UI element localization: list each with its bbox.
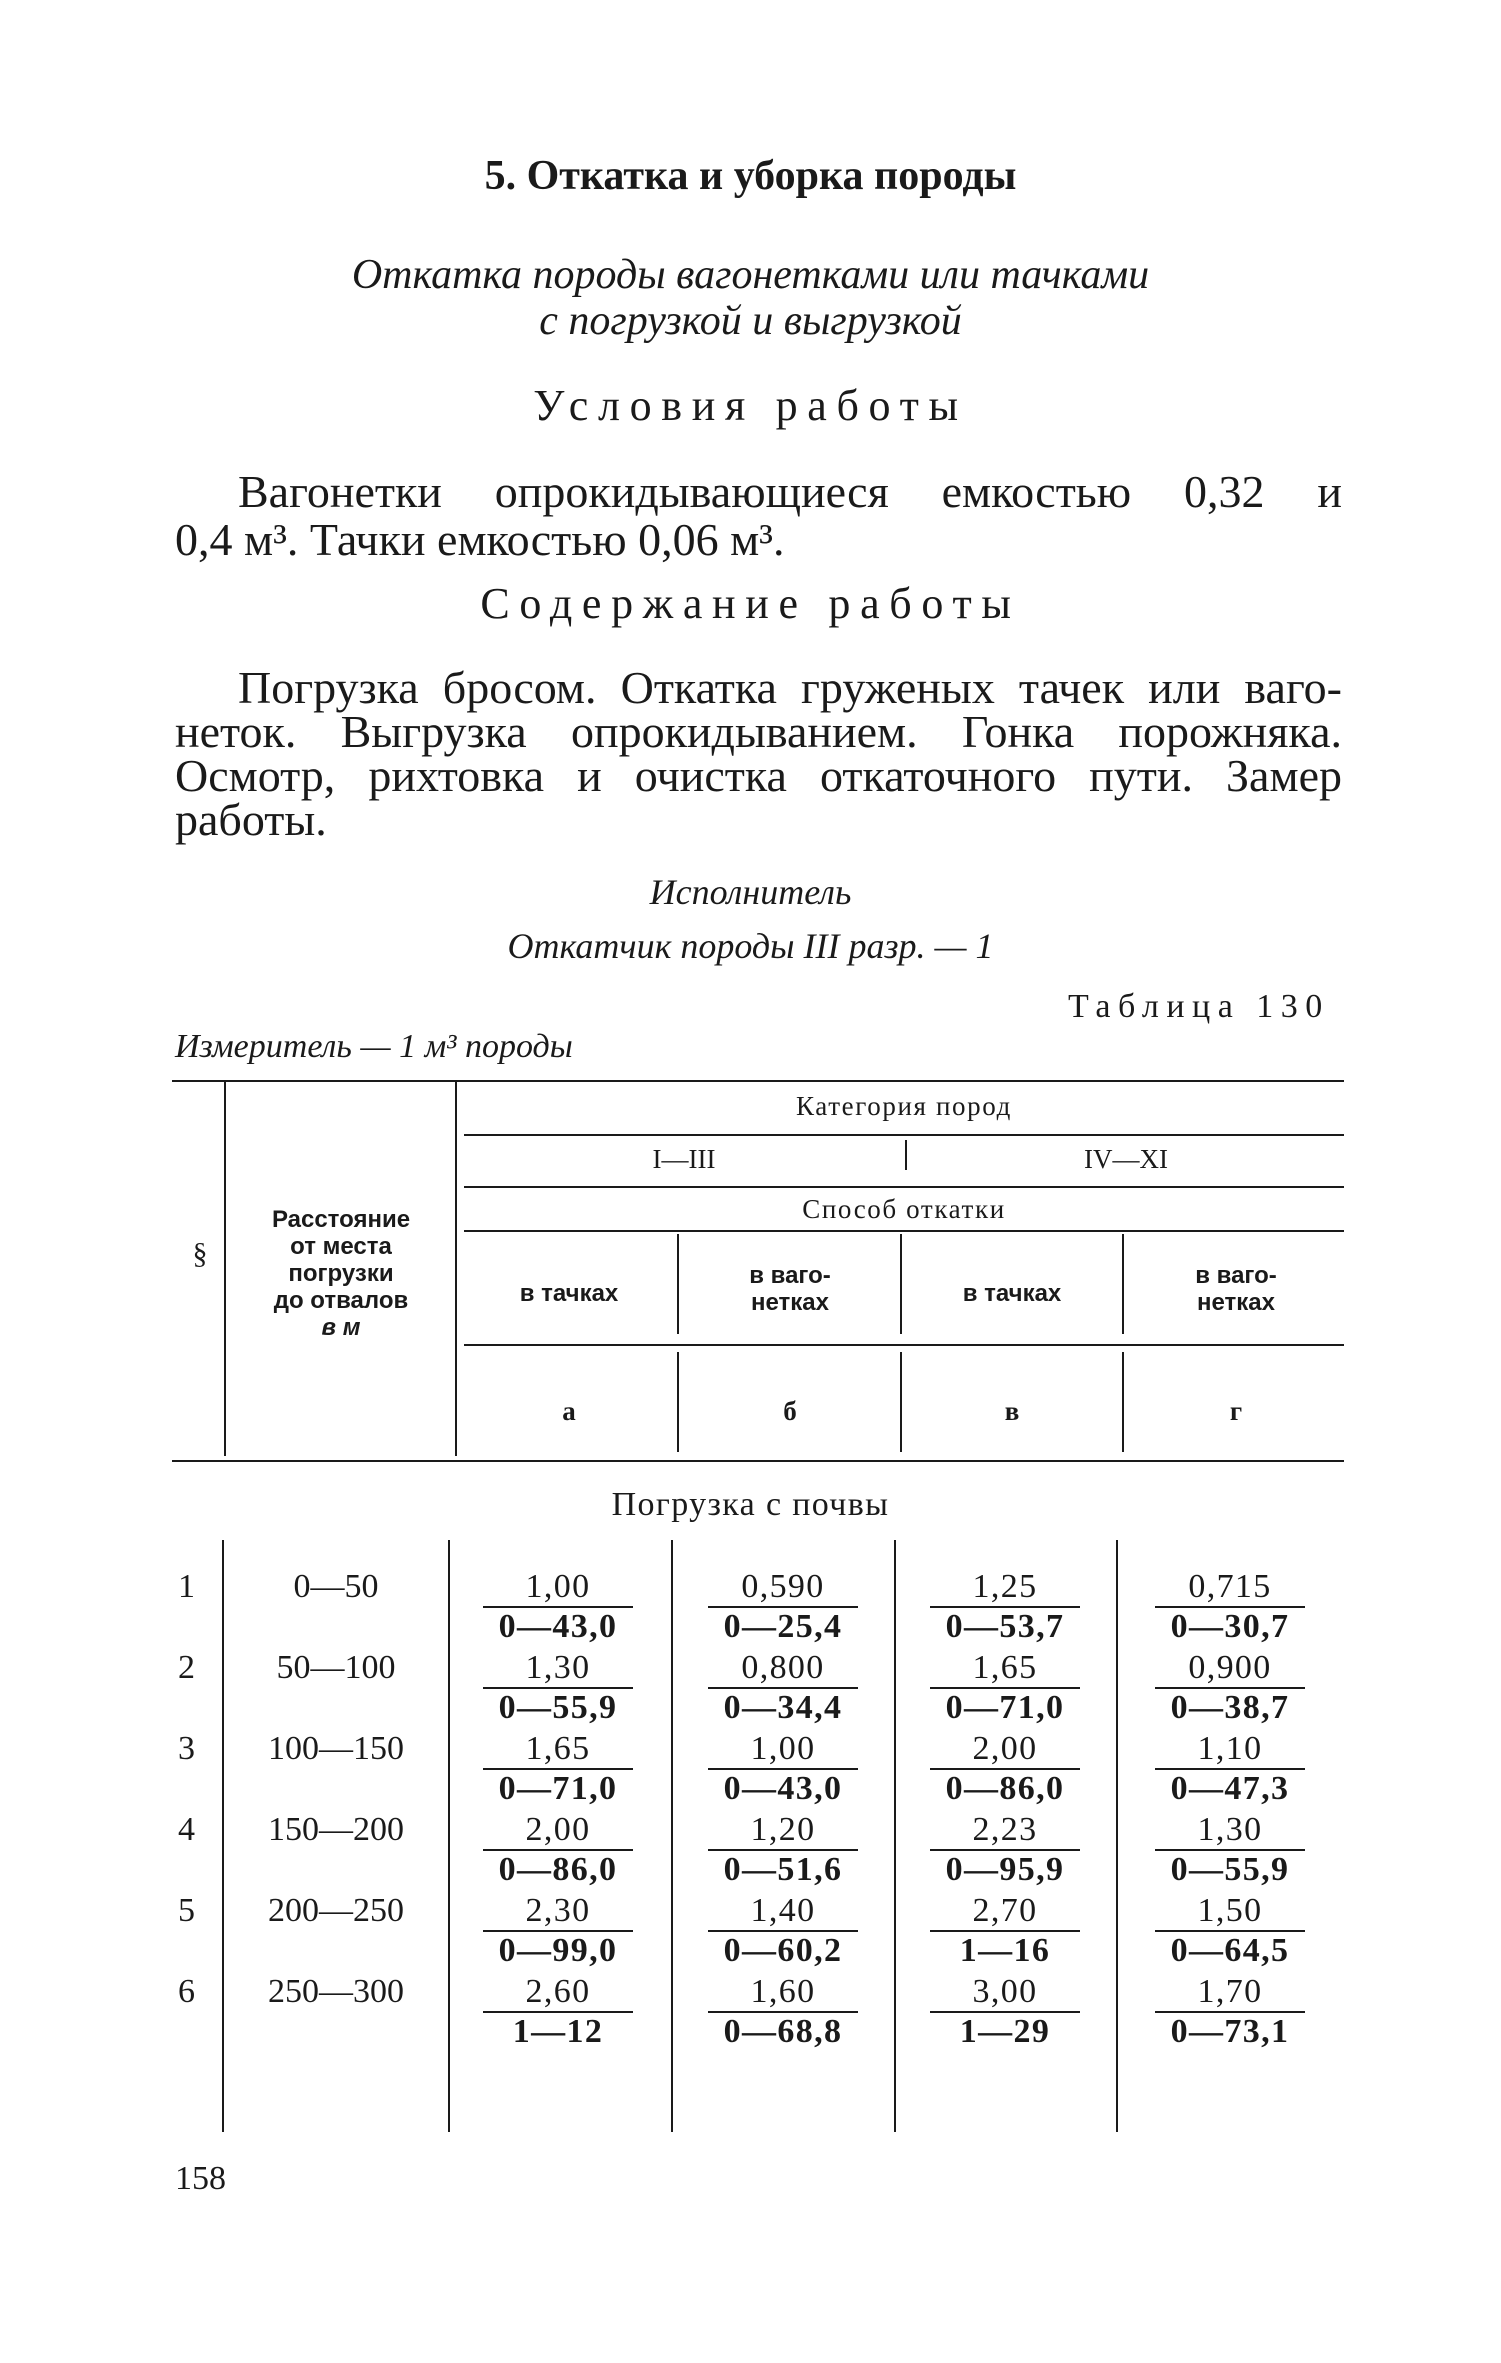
norm-price: 0—68,8 xyxy=(723,2013,843,2050)
distance-header-line-1: Расстояние xyxy=(271,1206,411,1233)
content-line-4: работы. xyxy=(175,794,327,845)
norm-price: 0—55,9 xyxy=(498,1689,618,1726)
method-col-b-line-1: в ваго- xyxy=(749,1262,831,1289)
norm-cell xyxy=(708,1651,858,1725)
cat-group-1: I—III xyxy=(652,1144,716,1174)
row-number: 2 xyxy=(178,1649,195,1686)
norm-time: 2,00 xyxy=(483,1813,633,1851)
norm-cell xyxy=(1155,1813,1305,1887)
distance-header-line-2: от места xyxy=(290,1233,392,1260)
section-title: 5. Откатка и уборка породы xyxy=(484,153,1017,199)
norm-cell xyxy=(930,1813,1080,1887)
method-divider-3 xyxy=(1122,1234,1124,1334)
norm-time: 1,00 xyxy=(483,1570,633,1608)
method-col-b xyxy=(682,1262,898,1316)
norm-time: 1,20 xyxy=(708,1813,858,1851)
method-divider-1 xyxy=(677,1234,679,1334)
norm-time: 2,23 xyxy=(930,1813,1080,1851)
letter-a: а xyxy=(562,1396,576,1426)
norm-cell xyxy=(930,1651,1080,1725)
norm-price: 1—12 xyxy=(512,2013,604,2050)
header-bottom-rule xyxy=(172,1460,1344,1462)
content-heading: Содержание работы xyxy=(480,579,1021,628)
row-distance: 0—50 xyxy=(293,1568,379,1605)
body-vline-2 xyxy=(448,1540,450,2132)
content-line-1: Погрузка бросом. Откатка груженых тачек или ваго- xyxy=(238,662,1342,713)
norm-time: 2,70 xyxy=(930,1894,1080,1932)
norm-time: 1,00 xyxy=(708,1732,858,1770)
row-number: 1 xyxy=(178,1568,195,1605)
letter-divider-1 xyxy=(677,1352,679,1452)
norm-cell xyxy=(708,1813,858,1887)
letters-rule xyxy=(464,1344,1344,1346)
letter-d: г xyxy=(1229,1396,1243,1426)
norm-time: 1,30 xyxy=(1155,1813,1305,1851)
norm-price: 0—73,1 xyxy=(1170,2013,1290,2050)
norm-cell xyxy=(930,1894,1080,1968)
row-number: 4 xyxy=(178,1811,195,1848)
executor-heading: Исполнитель xyxy=(649,872,852,912)
norm-price: 0—64,5 xyxy=(1170,1932,1290,1969)
norm-price: 0—86,0 xyxy=(945,1770,1065,1807)
norm-time: 0,800 xyxy=(708,1651,858,1689)
body-vline-4 xyxy=(894,1540,896,2132)
letter-b: б xyxy=(783,1396,797,1426)
distance-header-line-5: в м xyxy=(321,1314,361,1341)
group-title: Погрузка с почвы xyxy=(611,1486,890,1523)
norm-cell xyxy=(1155,1651,1305,1725)
table-vline-1 xyxy=(224,1082,226,1456)
norm-cell xyxy=(930,1975,1080,2049)
row-distance: 250—300 xyxy=(268,1973,404,2010)
norm-cell xyxy=(930,1570,1080,1644)
norm-price: 0—51,6 xyxy=(723,1851,843,1888)
norm-time: 1,10 xyxy=(1155,1732,1305,1770)
norm-time: 1,65 xyxy=(930,1651,1080,1689)
conditions-text-line-2: 0,4 м³. Тачки емкостью 0,06 м³. xyxy=(175,514,785,565)
row-number: 5 xyxy=(178,1892,195,1929)
norm-price: 1—29 xyxy=(959,2013,1051,2050)
norm-time: 1,60 xyxy=(708,1975,858,2013)
norm-price: 0—30,7 xyxy=(1170,1608,1290,1645)
measure-unit: Измеритель — 1 м³ породы xyxy=(175,1028,573,1065)
content-line-3: Осмотр, рихтовка и очистка откаточного пути. Замер xyxy=(175,750,1342,801)
norm-cell xyxy=(483,1570,633,1644)
table-label: Таблица 130 xyxy=(1068,988,1330,1025)
distance-header xyxy=(236,1206,446,1341)
norm-time: 1,70 xyxy=(1155,1975,1305,2013)
body-vline-3 xyxy=(671,1540,673,2132)
norm-cell xyxy=(930,1732,1080,1806)
norm-price: 0—53,7 xyxy=(945,1608,1065,1645)
method-rule xyxy=(464,1230,1344,1232)
letter-divider-3 xyxy=(1122,1352,1124,1452)
norm-price: 0—55,9 xyxy=(1170,1851,1290,1888)
norm-cell xyxy=(708,1732,858,1806)
row-distance: 200—250 xyxy=(268,1892,404,1929)
norm-cell xyxy=(1155,1732,1305,1806)
norm-time: 2,00 xyxy=(930,1732,1080,1770)
row-number: 6 xyxy=(178,1973,195,2010)
subtitle-line-2: с погрузкой и выгрузкой xyxy=(539,298,962,344)
norm-time: 2,60 xyxy=(483,1975,633,2013)
norm-cell xyxy=(708,1570,858,1644)
norm-cell xyxy=(483,1651,633,1725)
norm-time: 1,40 xyxy=(708,1894,858,1932)
norm-price: 0—43,0 xyxy=(723,1770,843,1807)
table-top-rule xyxy=(172,1080,1344,1082)
row-distance: 100—150 xyxy=(268,1730,404,1767)
method-col-b-line-2: нетках xyxy=(751,1289,829,1316)
norm-price: 0—99,0 xyxy=(498,1932,618,1969)
norm-cell xyxy=(1155,1894,1305,1968)
method-col-a: в тачках xyxy=(519,1280,619,1307)
norm-price: 0—60,2 xyxy=(723,1932,843,1969)
norm-time: 2,30 xyxy=(483,1894,633,1932)
letter-c: в xyxy=(1004,1396,1020,1426)
norm-time: 0,590 xyxy=(708,1570,858,1608)
norm-price: 1—16 xyxy=(959,1932,1051,1969)
distance-header-line-4: до отвалов xyxy=(273,1287,409,1314)
subtitle-line-1: Откатка породы вагонетками или тачками xyxy=(351,252,1150,298)
distance-header-line-3: погрузки xyxy=(288,1260,394,1287)
body-vline-5 xyxy=(1116,1540,1118,2132)
conditions-heading: Условия работы xyxy=(533,381,968,430)
norm-cell xyxy=(483,1813,633,1887)
norm-cell xyxy=(708,1975,858,2049)
norm-time: 3,00 xyxy=(930,1975,1080,2013)
norm-price: 0—34,4 xyxy=(723,1689,843,1726)
norm-time: 1,65 xyxy=(483,1732,633,1770)
norm-time: 1,50 xyxy=(1155,1894,1305,1932)
norm-price: 0—71,0 xyxy=(498,1770,618,1807)
letter-divider-2 xyxy=(900,1352,902,1452)
cat-group-2: IV—XI xyxy=(1084,1144,1168,1174)
norm-price: 0—71,0 xyxy=(945,1689,1065,1726)
norm-time: 0,715 xyxy=(1155,1570,1305,1608)
norm-price: 0—38,7 xyxy=(1170,1689,1290,1726)
row-distance: 50—100 xyxy=(276,1649,396,1686)
page-number: 158 xyxy=(175,2160,226,2197)
table-vline-2 xyxy=(455,1082,457,1456)
norm-cell xyxy=(1155,1975,1305,2049)
method-col-d xyxy=(1127,1262,1345,1316)
norm-cell xyxy=(483,1894,633,1968)
executor-value: Откатчик породы III разр. — 1 xyxy=(507,926,994,966)
category-rule xyxy=(464,1134,1344,1136)
method-col-d-line-2: нетках xyxy=(1197,1289,1275,1316)
norm-price: 0—47,3 xyxy=(1170,1770,1290,1807)
method-col-d-line-1: в ваго- xyxy=(1195,1262,1277,1289)
norm-price: 0—25,4 xyxy=(723,1608,843,1645)
norm-price: 0—43,0 xyxy=(498,1608,618,1645)
cat-group-rule xyxy=(464,1186,1344,1188)
method-col-c: в тачках xyxy=(962,1280,1062,1307)
method-header: Способ откатки xyxy=(802,1194,1006,1224)
row-distance: 150—200 xyxy=(268,1811,404,1848)
row-number: 3 xyxy=(178,1730,195,1767)
norm-price: 0—86,0 xyxy=(498,1851,618,1888)
category-header: Категория пород xyxy=(796,1091,1012,1121)
norm-price: 0—95,9 xyxy=(945,1851,1065,1888)
norm-cell xyxy=(483,1975,633,2049)
norm-cell xyxy=(708,1894,858,1968)
norm-cell xyxy=(1155,1570,1305,1644)
norm-time: 0,900 xyxy=(1155,1651,1305,1689)
content-line-2: неток. Выгрузка опрокидыванием. Гонка порожняка. xyxy=(175,706,1342,757)
section-symbol: § xyxy=(192,1237,208,1270)
conditions-text-line-1: Вагонетки опрокидывающиеся емкостью 0,32 и xyxy=(238,466,1342,517)
norm-cell xyxy=(483,1732,633,1806)
method-divider-2 xyxy=(900,1234,902,1334)
body-vline-1 xyxy=(222,1540,224,2132)
norm-time: 1,30 xyxy=(483,1651,633,1689)
norm-time: 1,25 xyxy=(930,1570,1080,1608)
